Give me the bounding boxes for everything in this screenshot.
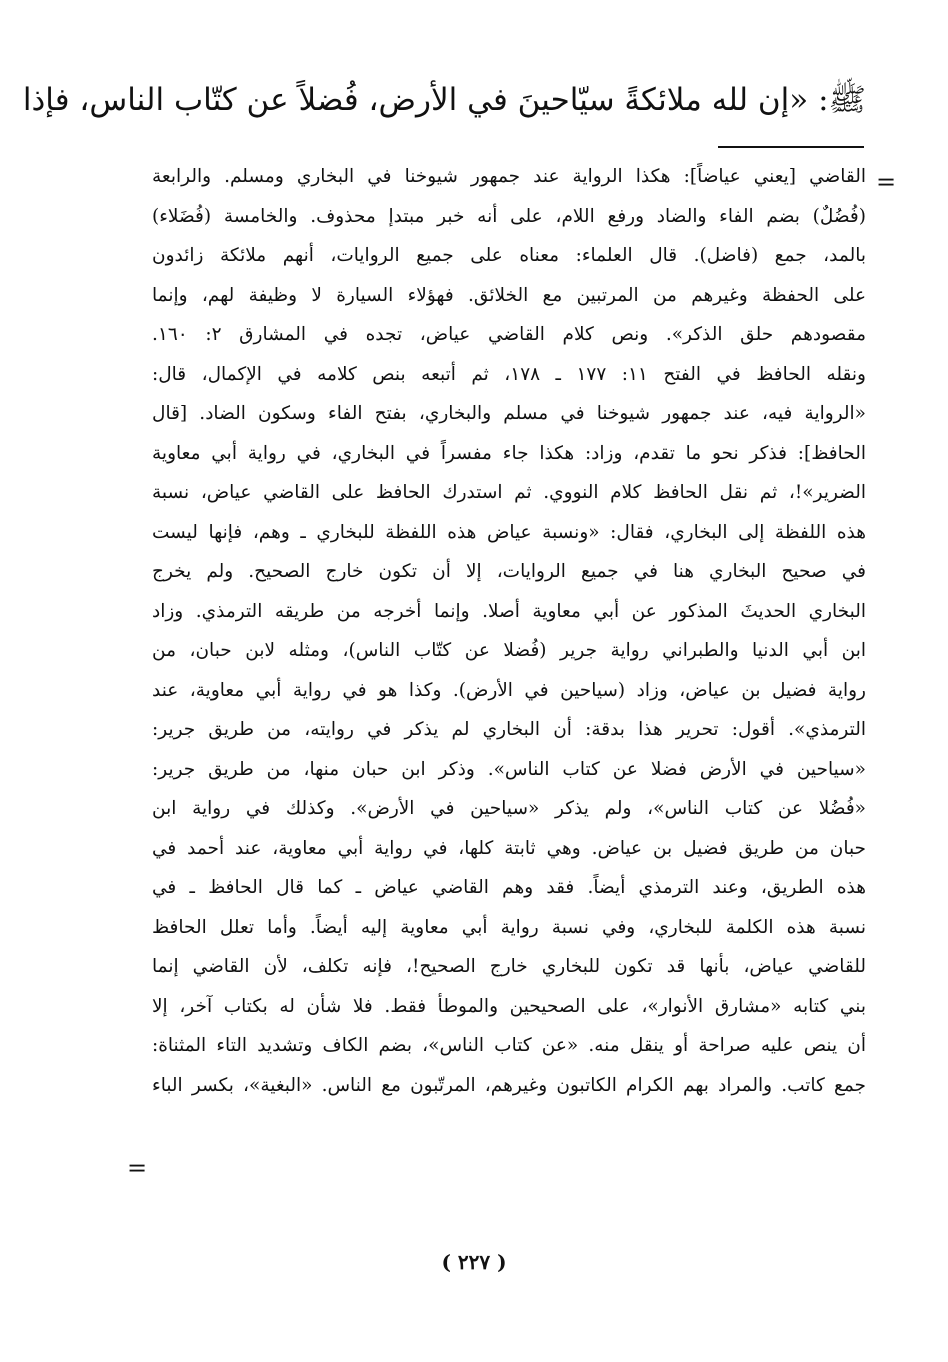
footnote-line: ابن أبي الدنيا والطبراني رواية جرير (فُضلا عن كتّاب الناس)، ومثله لابن حبان، من [152,640,866,661]
footnote-line: ونقله الحافظ في الفتح ١١: ١٧٧ ـ ١٧٨، ثم أتبعه بنص كلامه في الإكمال، قال: [152,363,866,385]
footnote-line: هذه الطريق، وعند الترمذي أيضاً. فقد وهم القاضي عياض ـ كما قال الحافظ ـ في [152,877,866,898]
footnote-line: مقصودهم حلق الذكر». ونص كلام القاضي عياض، تجده في المشارق ٢: ١٦٠. [152,324,866,345]
footnote-line: الضرير»!، ثم نقل الحافظ كلام النووي. ثم استدرك الحافظ على القاضي عياض، نسبة [152,482,866,503]
footnote-line: «فُضُلا عن كتاب الناس»، ولم يذكر «سياحين في الأرض». وكذلك في رواية ابن [152,798,866,819]
footnote-line: الترمذي». أقول: تحرير هذا بدقة: أن البخاري لم يذكر في روايته، من طريق جرير: [152,719,866,740]
footnote-line: بالمد، جمع (فاضل). قال العلماء: معناه على جميع الروايات، أنهم ملائكة زائدون [152,245,866,266]
footnote-line: على الحفظة وغيرهم من المرتبين مع الخلائق. فهؤلاء السيارة لا وظيفة لهم، وإنما [152,284,866,306]
footnote-line: القاضي [يعني عياضاً]: هكذا الرواية عند جمهور شيوخنا في البخاري ومسلم. والرابعة [152,166,866,187]
footnote-continuation-mark-top: = [876,168,897,196]
footnote-block [152,157,866,1105]
footnote-line: الحافظ]: فذكر نحو ما تقدم، وزاد: هكذا جاء مفسراً في البخاري، في رواية أبي معاوية [152,442,866,464]
footnote-line: «الرواية فيه، عند جمهور شيوخنا في مسلم والبخاري، بفتح الفاء وسكون الضاد. [قال [152,403,866,424]
footnote-line: البخاري الحديثَ المذكور عن أبي معاوية أصلا. وإنما أخرجه من طريقه الترمذي. وزاد [152,600,866,622]
footnote-line: بني كتابه «مشارق الأنوار»، على الصحيحين والموطأ فقط. فلا شأن له بكتاب آخر، إلا [152,995,866,1017]
footnote-line: حبان من طريق فضيل بن عياض. وهي ثابتة كلها، في رواية أبي معاوية، عند أحمد في [152,837,866,859]
main-text-line: ﷺ: «إن لله ملائكةً سيّاحينَ في الأرض، فُضلاً عن كتّاب الناس، فإذا [22,82,866,118]
footnote-continuation-mark-bottom: = [127,1154,148,1182]
footnote-separator-rule [718,146,864,148]
footnote-line: نسبة هذه الكلمة للبخاري، وفي نسبة رواية أبي معاوية إليه أيضاً. وأما تعلل الحافظ [152,916,866,938]
footnote-line: في صحيح البخاري هنا في جميع الروايات، إلا أن تكون خارج الصحيح. ولم يخرج [152,561,866,582]
footnote-line: جمع كاتب. والمراد بهم الكرام الكاتبون وغيرهم، المرتّبون مع الناس. «البغية»، بكسر الباء [152,1074,866,1096]
footnote-line: أن ينص عليه صراحة أو ينقل منه. «عن كتاب الناس»، بضم الكاف وتشديد التاء المثناة: [152,1035,866,1056]
footnote-line: (فُضُلٌ) بضم الفاء والضاد ورفع اللام، على أنه خبر مبتدإ محذوف. والخامسة (فُضَلاء) [152,205,866,227]
page-number: ( ٢٢٧ ) [441,1250,507,1274]
footnote-line: رواية فضيل بن عياض، وزاد (سياحين في الأرض). وكذا هو في رواية أبي معاوية، عند [152,679,866,701]
footnote-line: «سياحين في الأرض فضلا عن كتاب الناس». وذكر ابن حبان منها، من طريق جرير: [152,758,866,780]
footnote-line: للقاضي عياض، بأنها قد تكون للبخاري خارج الصحيح!، فإنه تكلف، لأن القاضي إنما [152,956,866,977]
footnote-line: هذه اللفظة إلى البخاري، فقال: «ونسبة عياض هذه اللفظة للبخاري ـ وهم، فإنها ليست [152,521,866,543]
